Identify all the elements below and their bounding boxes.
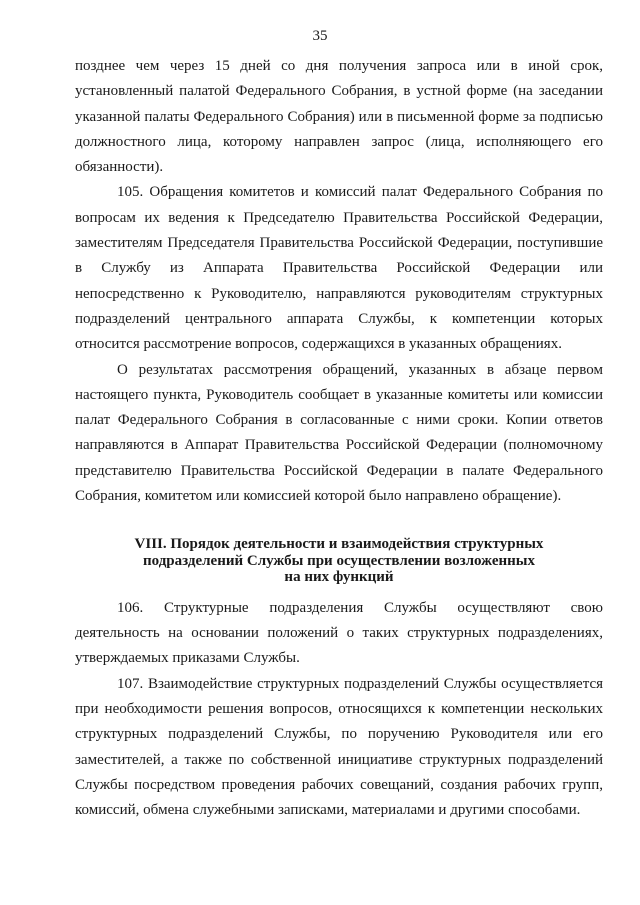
paragraph-105: 105. Обращения комитетов и комиссий палат Федерального Собрания по вопросам их ведения к Председателю Правительства Российской Федерации, заместителям Председателя Правительства Российской Федерации, поступившие в Службу из Аппарата Правительства Российской Федерации или непосредственно к Руководителю, направляются руководителям структурных подразделений центрального аппарата Службы, к компетенции которых относится рассмотрение вопросов, содержащихся в указанных обращениях.	[75, 184, 603, 353]
paragraph-continuation: позднее чем через 15 дней со дня получения запроса или в иной срок, установленный палатой Федерального Собрания, в устной форме (на заседании указанной палаты Федерального Собрания) или в письменной форме за подписью должностного лица, которому направлен запрос (лица, исполняющего его обязанности).	[75, 58, 603, 176]
section-heading-line-1: VIII. Порядок деятельности и взаимодействия структурных	[134, 536, 544, 553]
section-heading-line-3: на них функций	[284, 569, 394, 586]
page-number: 35	[312, 28, 328, 44]
section-heading	[75, 536, 603, 586]
document-body	[75, 54, 603, 824]
paragraph-105-results: О результатах рассмотрения обращений, указанных в абзаце первом настоящего пункта, Руководитель сообщает в указанные комитеты или комиссии палат Федерального Собрания в согласованные с ними сроки. Копии ответов направляются в Аппарат Правительства Российской Федерации (полномочному представителю Правительства Российской Федерации в палате Федерального Собрания, комитетом или комиссией которой было направлено обращение).	[75, 361, 603, 505]
section-heading-line-2: подразделений Службы при осуществлении возложенных	[142, 552, 535, 569]
paragraph-106: 106. Структурные подразделения Службы осуществляют свою деятельность на основании положений о таких структурных подразделениях, утверждаемых приказами Службы.	[75, 599, 603, 667]
paragraph-107: 107. Взаимодействие структурных подразделений Службы осуществляется при необходимости решения вопросов, относящихся к компетенции нескольких структурных подразделений Службы, по поручению Руководителя или его заместителей, а также по собственной инициативе структурных подразделений Службы посредством проведения рабочих совещаний, создания рабочих групп, комиссий, обмена служебными записками, материалами и другими способами.	[75, 675, 603, 819]
